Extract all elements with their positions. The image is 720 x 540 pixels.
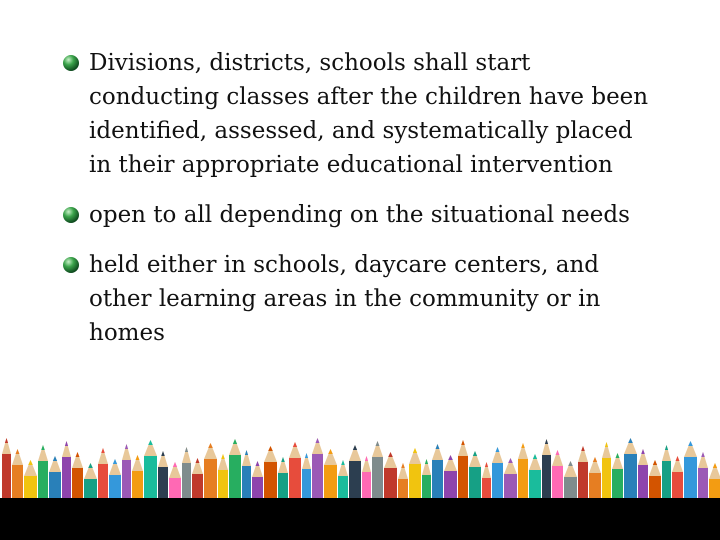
green-sphere-icon xyxy=(62,256,80,274)
bullet-item-3 xyxy=(62,248,662,350)
colored-pencils-decoration xyxy=(0,430,720,540)
bullet-item-1 xyxy=(62,46,662,182)
bullet-item-2 xyxy=(62,198,662,232)
bullet-text: held either in schools, daycare centers, and other learning areas in the community or in homes xyxy=(89,252,601,346)
bullet-text: Divisions, districts, schools shall start conducting classes after the children have been identified, assessed, and systematically placed in their appropriate educational intervention xyxy=(89,50,649,178)
bullet-text: open to all depending on the situational needs xyxy=(89,202,630,228)
pencils-base xyxy=(0,498,720,540)
bullet-list xyxy=(62,46,662,366)
green-sphere-icon xyxy=(62,54,80,72)
green-sphere-icon xyxy=(62,206,80,224)
